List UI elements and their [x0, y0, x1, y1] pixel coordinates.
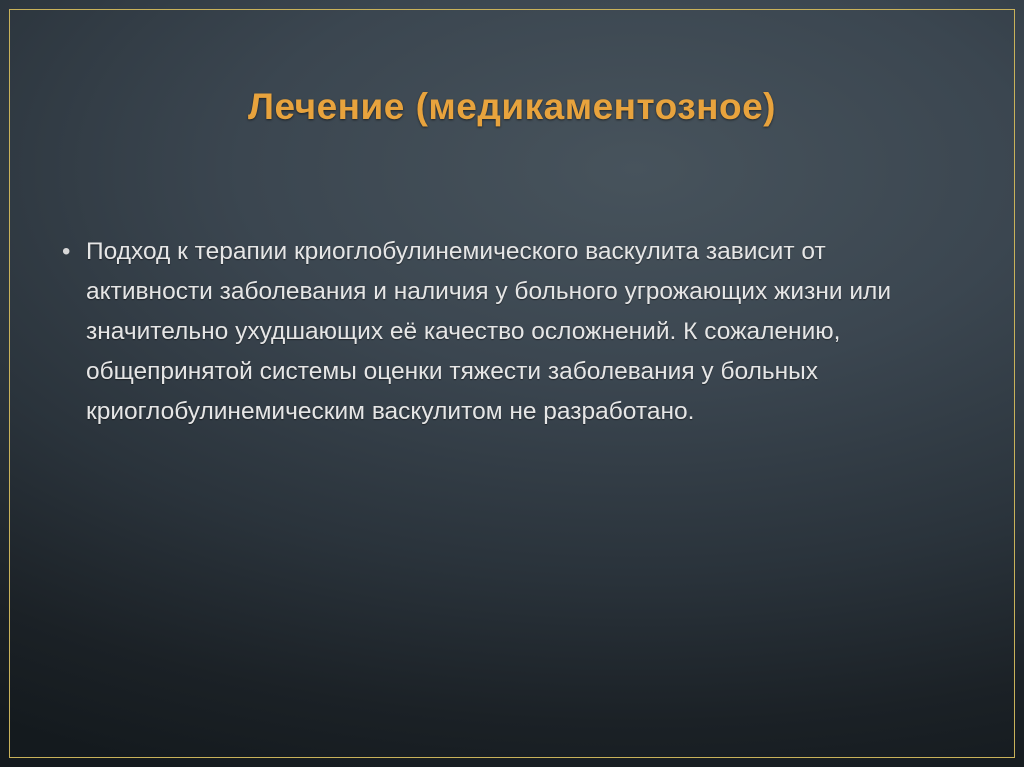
slide-body: [56, 232, 928, 432]
bullet-marker-icon: •: [62, 238, 71, 265]
bullet-text: Подход к терапии криоглобулинемического васкулита зависит от активности заболевания и наличия у больного угрожающих жизни или значительно ухудшающих её качество осложнений. К сожалению, общепринятой системы оценки тяжести заболевания у больных криоглобулинемическим васкулитом не разработано.: [86, 238, 892, 425]
list-item: [56, 232, 928, 432]
slide-title: Лечение (медикаментозное): [247, 86, 776, 127]
